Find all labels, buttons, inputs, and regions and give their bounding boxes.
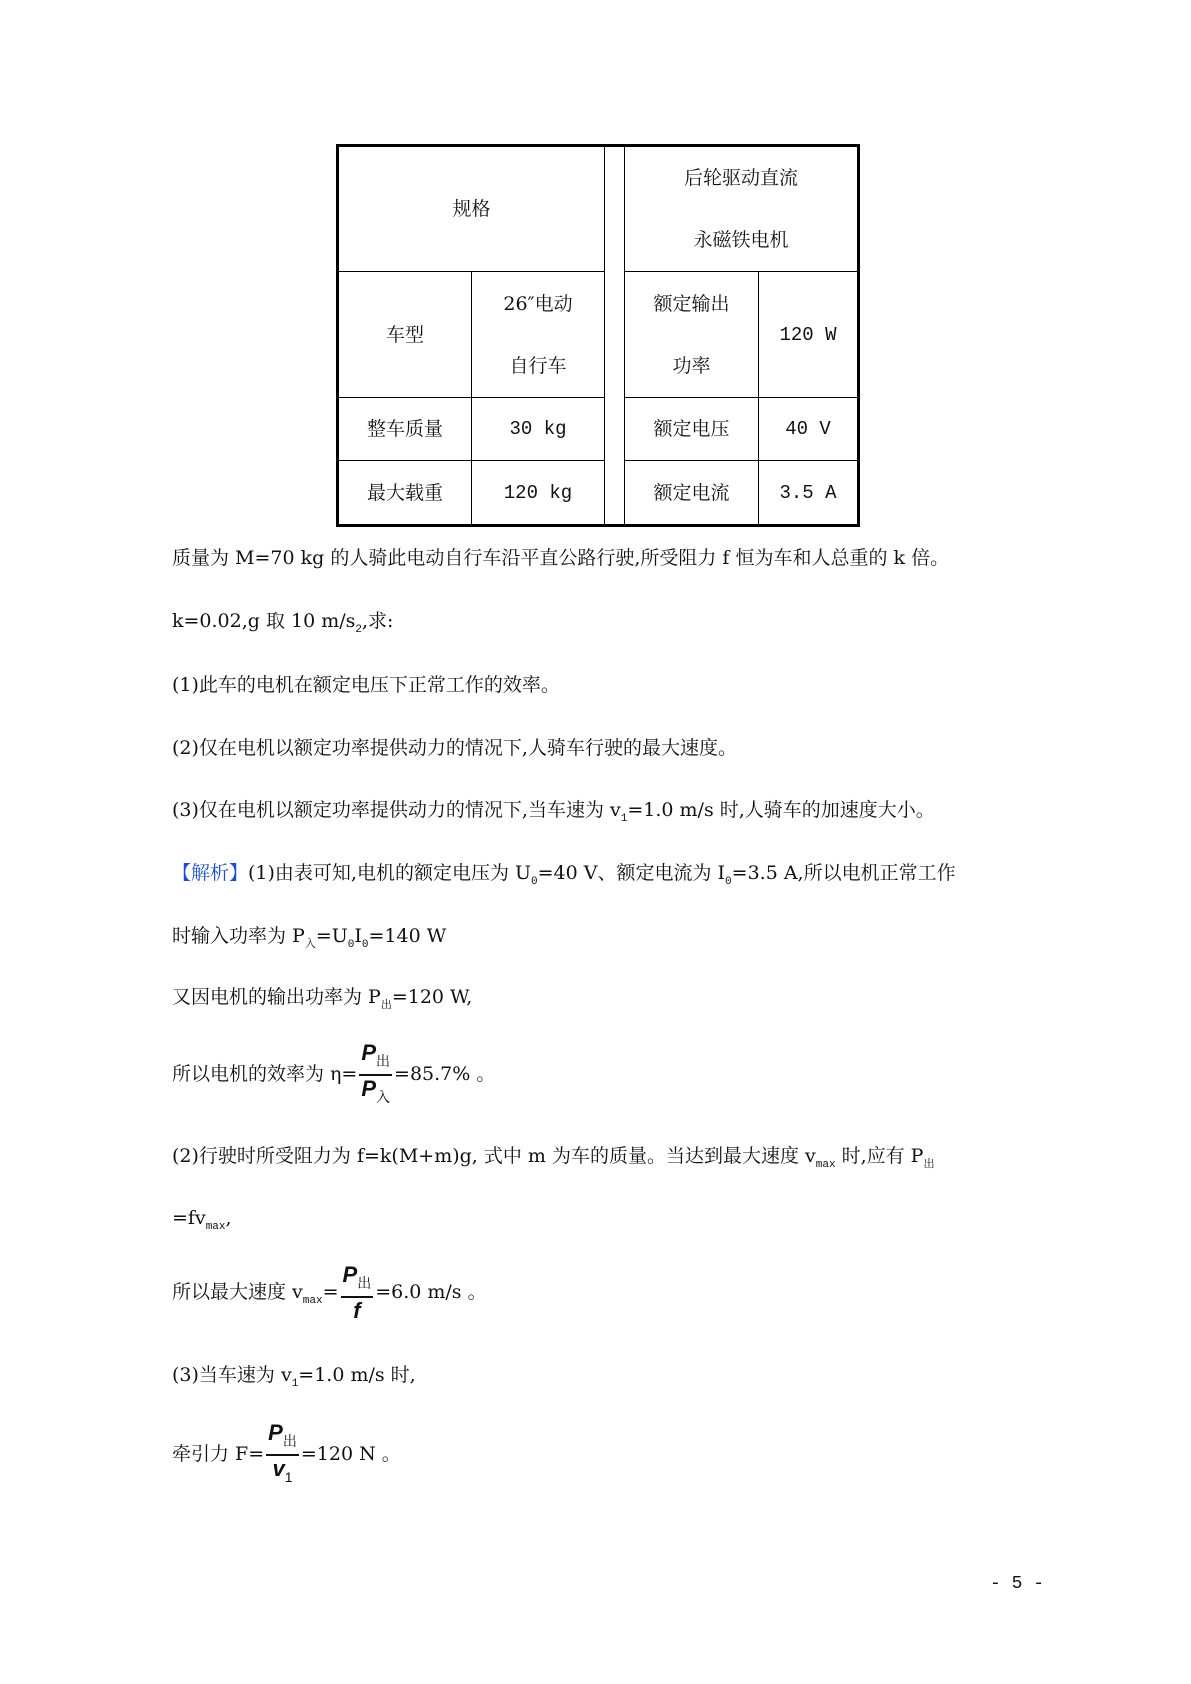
question-3 <box>172 797 935 832</box>
car-type-label-cell <box>339 272 471 397</box>
car-type-value-cell <box>472 272 604 397</box>
fraction-num-symbol: P <box>268 1420 283 1445</box>
fraction-num-symbol: P <box>361 1040 377 1065</box>
solution-4-end: =85.7% 。 <box>394 1063 496 1085</box>
traction-fraction <box>266 1420 299 1490</box>
solution-6-sub: max <box>205 1221 226 1233</box>
solution-line-8 <box>172 1362 416 1397</box>
solution-line-9 <box>172 1420 401 1490</box>
solution-8-sub: 1 <box>291 1378 299 1390</box>
solution-4-text: 所以电机的效率为 η= <box>172 1063 358 1085</box>
max-load-value: 120 kg <box>503 481 573 504</box>
solution-8-text: (3)当车速为 v <box>172 1364 292 1386</box>
fraction-den-sub: 入 <box>376 1089 391 1105</box>
rated-output-label-line1: 额定输出 <box>653 292 730 315</box>
fraction-denominator <box>351 1298 362 1324</box>
solution-7-eq: = <box>322 1281 339 1303</box>
solution-line-7 <box>172 1262 487 1324</box>
spec-label: 规格 <box>452 198 491 220</box>
fraction-denominator <box>359 1076 392 1110</box>
question-2 <box>172 735 737 761</box>
fraction-num-sub: 出 <box>282 1433 297 1449</box>
car-type-value-line2: 自行车 <box>509 354 567 377</box>
solution-7-end: =6.0 m/s 。 <box>375 1281 487 1303</box>
solution-1-sub2: 0 <box>725 876 732 888</box>
rated-current-value-cell <box>759 461 857 524</box>
mass-value: 30 kg <box>509 418 567 440</box>
problem-intro-text: 质量为 M=70 kg 的人骑此电动自行车沿平直公路行驶,所受阻力 f 恒为车和人总重的 k 倍。 <box>172 547 950 569</box>
fraction-den-symbol: f <box>353 1298 361 1323</box>
problem-intro <box>172 545 949 571</box>
solution-9-text: 牵引力 F= <box>172 1443 265 1465</box>
efficiency-fraction <box>359 1040 392 1110</box>
solution-8-end: =1.0 m/s 时, <box>298 1364 416 1386</box>
solution-1-end: =3.5 A,所以电机正常工作 <box>731 862 956 884</box>
solution-7-sub: max <box>302 1295 323 1307</box>
solution-5-sub: max <box>815 1159 836 1171</box>
fraction-denominator <box>270 1456 294 1490</box>
rated-output-label-cell <box>625 272 758 397</box>
solution-3-sub: 出 <box>380 1000 392 1012</box>
solution-6-end: , <box>225 1207 232 1229</box>
solution-line-5 <box>172 1143 934 1178</box>
page-number: - 5 - <box>990 1574 1045 1594</box>
solution-2-mid2: I <box>354 925 362 947</box>
spec-label-cell <box>339 147 604 271</box>
rated-current-value: 3.5 A <box>779 481 837 504</box>
solution-9-end: =120 N 。 <box>300 1443 401 1465</box>
problem-given <box>172 608 393 643</box>
solution-line-3 <box>172 984 472 1019</box>
max-speed-fraction <box>341 1262 374 1324</box>
fraction-den-symbol: P <box>361 1076 377 1101</box>
solution-1-text: (1)由表可知,电机的额定电压为 U <box>248 862 532 884</box>
motor-type-line1: 后轮驱动直流 <box>683 167 798 189</box>
given-exponent: 2 <box>355 624 363 636</box>
fraction-den-symbol: v <box>272 1456 285 1481</box>
question-1 <box>172 672 560 698</box>
solution-2-end: =140 W <box>368 925 447 947</box>
max-load-label: 最大载重 <box>366 481 443 504</box>
solution-tag: 【解析】 <box>172 862 249 884</box>
fraction-den-sub: 1 <box>284 1469 293 1485</box>
question-1-text: (1)此车的电机在额定电压下正常工作的效率。 <box>172 674 560 696</box>
rated-current-label: 额定电流 <box>653 481 730 504</box>
rated-output-value-cell <box>759 272 857 397</box>
solution-2-sub1: 入 <box>304 939 316 951</box>
solution-2-sub2: 0 <box>347 939 355 951</box>
solution-2-mid: =U <box>315 925 348 947</box>
solution-7-text: 所以最大速度 v <box>172 1281 303 1303</box>
mass-label-cell <box>339 398 471 460</box>
question-3-text: (3)仅在电机以额定功率提供动力的情况下,当车速为 v <box>172 799 621 821</box>
solution-line-6 <box>172 1205 232 1240</box>
solution-6-text: =fv <box>172 1207 206 1229</box>
spec-table <box>336 144 860 527</box>
solution-3-text: 又因电机的输出功率为 P <box>172 986 381 1008</box>
given-text: k=0.02,g 取 10 m/s <box>172 610 356 632</box>
motor-type-line2: 永磁铁电机 <box>693 229 789 251</box>
table-divider <box>604 147 605 524</box>
rated-output-value: 120 W <box>779 323 837 346</box>
question-3-subscript: 1 <box>620 813 628 825</box>
solution-2-text: 时输入功率为 P <box>172 925 305 947</box>
fraction-numerator <box>266 1420 299 1454</box>
rated-voltage-value: 40 V <box>785 418 831 440</box>
solution-1-sub1: 0 <box>531 876 538 888</box>
solution-3-end: =120 W, <box>391 986 473 1008</box>
solution-line-2 <box>172 923 446 958</box>
max-load-value-cell <box>472 461 604 524</box>
max-load-label-cell <box>339 461 471 524</box>
fraction-num-sub: 出 <box>376 1053 391 1069</box>
motor-type-cell <box>625 147 857 271</box>
fraction-numerator <box>359 1040 392 1074</box>
solution-5-mid: 时,应有 P <box>835 1145 924 1167</box>
question-2-text: (2)仅在电机以额定功率提供动力的情况下,人骑车行驶的最大速度。 <box>172 737 737 759</box>
fraction-num-symbol: P <box>342 1262 358 1287</box>
solution-1-mid: =40 V、额定电流为 I <box>537 862 726 884</box>
rated-current-label-cell <box>625 461 758 524</box>
rated-output-label-line2: 功率 <box>672 354 711 377</box>
solution-line-4 <box>172 1040 495 1110</box>
fraction-num-sub: 出 <box>357 1275 372 1291</box>
car-type-label: 车型 <box>385 323 424 346</box>
solution-2-sub3: 0 <box>361 939 369 951</box>
rated-voltage-label: 额定电压 <box>653 418 730 440</box>
mass-label: 整车质量 <box>366 418 443 440</box>
given-suffix: ,求: <box>362 610 394 632</box>
solution-line-1 <box>172 860 956 895</box>
solution-5-sub2: 出 <box>923 1159 935 1171</box>
rated-voltage-value-cell <box>759 398 857 460</box>
car-type-value-line1: 26″电动 <box>503 292 573 315</box>
solution-5-text: (2)行驶时所受阻力为 f=k(M+m)g, 式中 m 为车的质量。当达到最大速度 v <box>172 1145 816 1167</box>
fraction-numerator <box>341 1262 374 1296</box>
rated-voltage-label-cell <box>625 398 758 460</box>
question-3-suffix: =1.0 m/s 时,人骑车的加速度大小。 <box>627 799 935 821</box>
mass-value-cell <box>472 398 604 460</box>
